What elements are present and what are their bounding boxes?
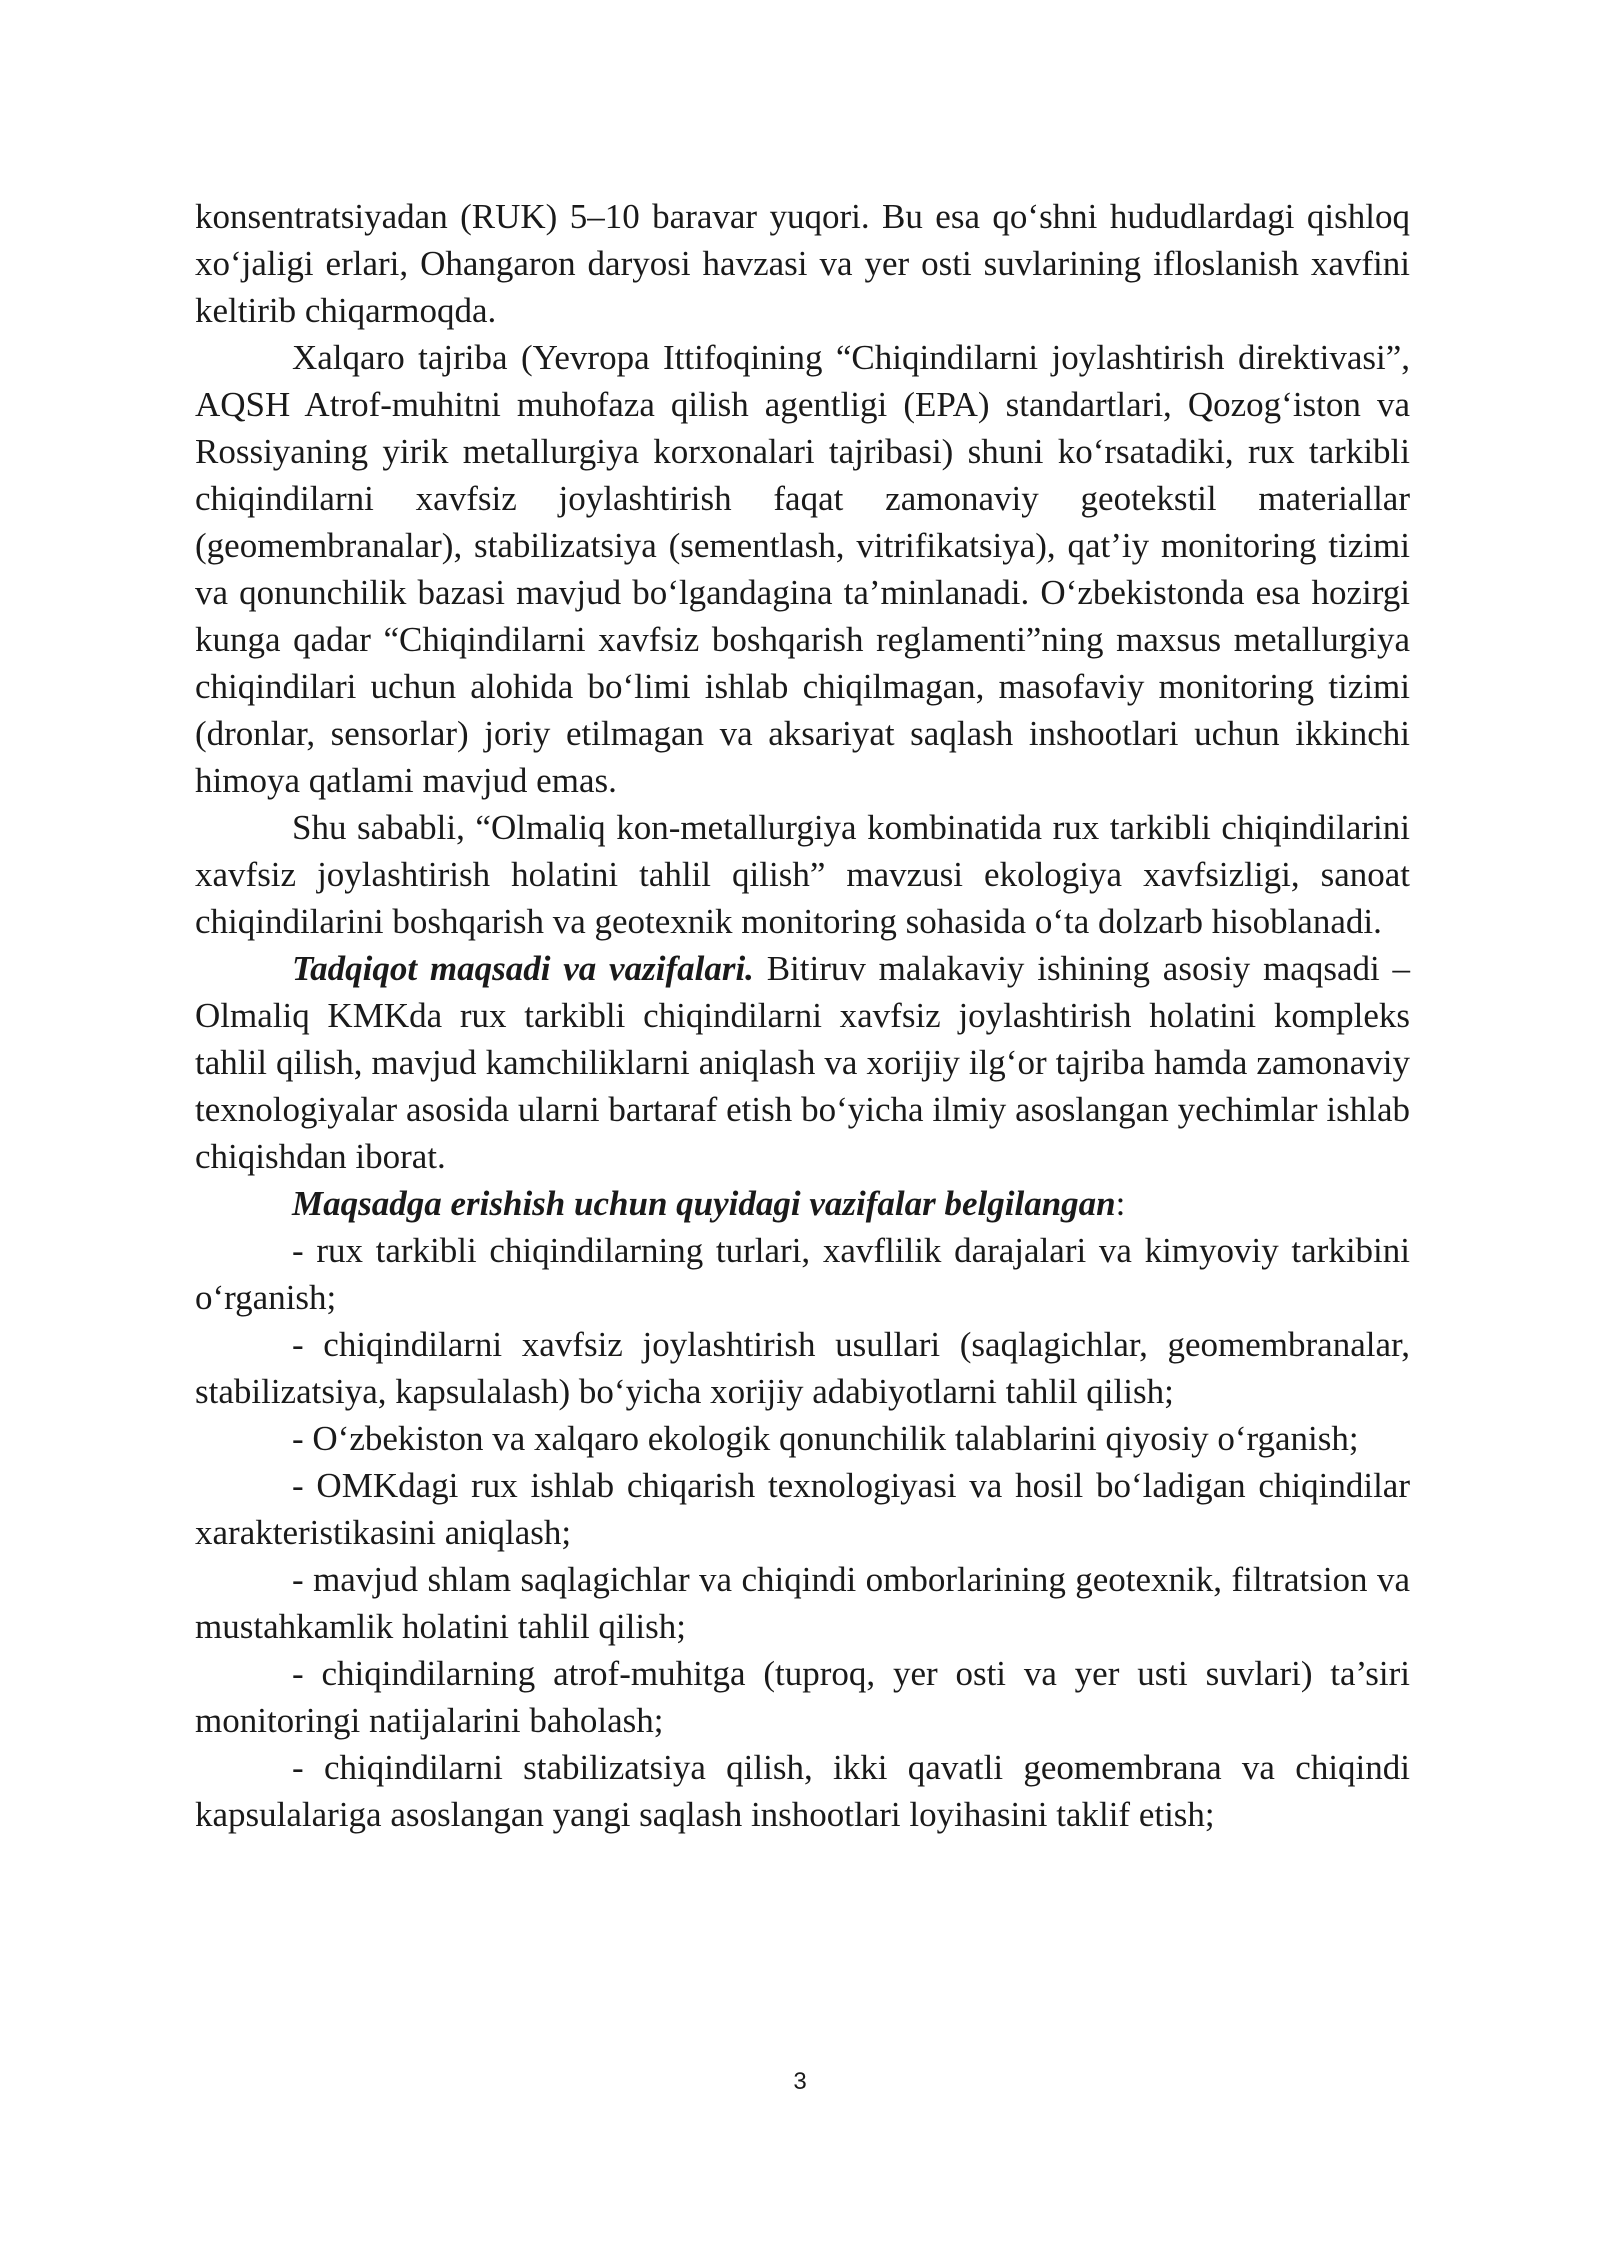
task-item: - chiqindilarning atrof-muhitga (tuproq, yer osti va yer usti suvlari) ta’siri monitoringi natijalarini baholash; [195, 1654, 1410, 1740]
task-item: - chiqindilarni stabilizatsiya qilish, ikki qavatli geomembrana va chiqindi kapsulalariga asoslangan yangi saqlash inshootlari loyihasini taklif etish; [195, 1748, 1410, 1834]
task-item: - chiqindilarni xavfsiz joylashtirish usullari (saqlagichlar, geomembranalar, stabilizatsiya, kapsulalash) bo‘yicha xorijiy adabiyotlarni tahlil qilish; [195, 1325, 1410, 1411]
tasks-heading-colon: : [1115, 1184, 1126, 1223]
paragraph-continuation: konsentratsiyadan (RUK) 5–10 baravar yuqori. Bu esa qo‘shni hududlardagi qishloq xo‘jaligi erlari, Ohangaron daryosi havzasi va yer osti suvlarining ifloslanish xavfini keltirib chiqarmoqda. [195, 197, 1410, 330]
task-item: - mavjud shlam saqlagichlar va chiqindi omborlarining geotexnik, filtratsion va mustahkamlik holatini tahlil qilish; [195, 1560, 1410, 1646]
task-item: - rux tarkibli chiqindilarning turlari, xavflilik darajalari va kimyoviy tarkibini o‘rganish; [195, 1231, 1410, 1317]
body-text [195, 193, 1410, 1838]
paragraph-international-experience: Xalqaro tajriba (Yevropa Ittifoqining “Chiqindilarni joylashtirish direktivasi”, AQSH Atrof-muhitni muhofaza qilish agentligi (EPA) standartlari, Qozog‘iston va Rossiyaning yirik metallurgiya korxonalari tajribasi) shuni ko‘rsatadiki, rux tarkibli chiqindilarni xavfsiz joylashtirish faqat zamonaviy geotekstil materiallar (geomembranalar), stabilizatsiya (sementlash, vitrifikatsiya), qat’iy monitoring tizimi va qonunchilik bazasi mavjud bo‘lgandagina ta’minlanadi. O‘zbekistonda esa hozirgi kunga qadar “Chiqindilarni xavfsiz boshqarish reglamenti”ning maxsus metallurgiya chiqindilari uchun alohida bo‘limi ishlab chiqilmagan, masofaviy monitoring tizimi (dronlar, sensorlar) joriy etilmagan va aksariyat saqlash inshootlari uchun ikkinchi himoya qatlami mavjud emas. [195, 338, 1410, 800]
paragraph-relevance: Shu sababli, “Olmaliq kon-metallurgiya kombinatida rux tarkibli chiqindilarini xavfsiz joylashtirish holatini tahlil qilish” mavzusi ekologiya xavfsizligi, sanoat chiqindilarini boshqarish va geotexnik monitoring sohasida o‘ta dolzarb hisoblanadi. [195, 808, 1410, 941]
page-number: 3 [793, 2068, 807, 2095]
tasks-heading: Maqsadga erishish uchun quyidagi vazifalar belgilangan [292, 1184, 1116, 1223]
task-item: - OMKdagi rux ishlab chiqarish texnologiyasi va hosil bo‘ladigan chiqindilar xarakteristikasini aniqlash; [195, 1466, 1410, 1552]
task-item: - O‘zbekiston va xalqaro ekologik qonunchilik talablarini qiyosiy o‘rganish; [292, 1419, 1359, 1458]
tasks-intro [195, 1180, 1410, 1227]
research-goal-heading: Tadqiqot maqsadi va vazifalari. [292, 949, 754, 988]
research-goal-text: Bitiruv malakaviy ishining asosiy maqsadi – Olmaliq KMKda rux tarkibli chiqindilarni xavfsiz joylashtirish holatini kompleks tahlil qilish, mavjud kamchiliklarni aniqlash va xorijiy ilg‘or tajriba hamda zamonaviy texnologiyalar asosida ularni bartaraf etish bo‘yicha ilmiy asoslangan yechimlar ishlab chiqishdan iborat. [195, 949, 1410, 1176]
paragraph-research-goal [195, 945, 1410, 1180]
